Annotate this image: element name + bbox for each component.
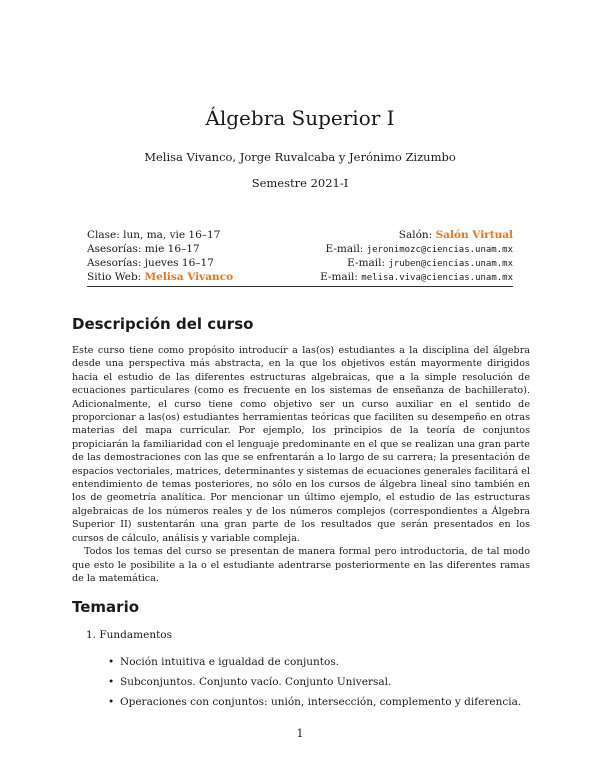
list-item: • Operaciones con conjuntos: unión, intersección, complemento y diferencia.	[108, 695, 521, 715]
email-2	[347, 256, 513, 271]
email-label: E-mail:	[347, 257, 389, 269]
website-label: Sitio Web:	[87, 271, 145, 283]
advising-schedule-1: Asesorías: mie 16–17	[87, 243, 200, 255]
classroom-label: Salón:	[398, 229, 436, 241]
email-label: E-mail:	[325, 243, 367, 255]
advising-schedule-2: Asesorías: jueves 16–17	[87, 257, 214, 269]
email-address-2[interactable]: jruben@ciencias.unam.mx	[388, 259, 513, 269]
virtual-room-link[interactable]: Salón Virtual	[435, 229, 513, 241]
list-item: • Noción intuitiva e igualdad de conjuntos.	[108, 655, 521, 675]
section-heading-descripcion: Descripción del curso	[72, 315, 254, 333]
info-row-1	[87, 228, 513, 242]
list-item: • Subconjuntos. Conjunto vacío. Conjunto Universal.	[108, 675, 521, 695]
authors: Melisa Vivanco, Jorge Ruvalcaba y Jerónimo Zizumbo	[144, 150, 456, 164]
description-paragraph-1: Este curso tiene como propósito introducir a las(os) estudiantes a la disciplina del álgebra desde una perspectiva más abstracta, en la que los objetivos están mayormente dirigidos hacia el estudio de las diferentes estructuras algebraicas, que a la simple resolución de ecuaciones particulares (como es frecuente en los sistemas de enseñanza de bachillerato). Adicionalmente, el curso tiene como objetivo ser un curso auxiliar en el sentido de proporcionar a las(os) estudiantes herramientas teóricas que faciliten su desempeño en otras materias del mapa curricular. Por ejemplo, los principios de la teoría de conjuntos propiciarán la familiaridad con el lenguaje predominante en el que se realizan una gran parte de las demostraciones con las que se enfrentarán a lo largo de su carrera; la presentación de espacios vectoriales, matrices, determinantes y sistemas de ecuaciones generales facilitará el entendimiento de temas posteriores, no sólo en los cursos de álgebra lineal sino también en los de geometría analítica. Por mencionar un último ejemplo, el estudio de las estructuras algebraicas de los números reales y de los números complejos (correspondientes a Álgebra Superior II) sustentarán una gran parte de los resultados que serán presentados en los cursos de cálculo, análisis y variable compleja.	[72, 345, 530, 544]
section-heading-temario: Temario	[72, 598, 140, 616]
page-number: 1	[296, 727, 304, 740]
enumerated-item-1: 1. Fundamentos	[86, 629, 173, 641]
email-1	[325, 242, 513, 257]
classroom	[399, 228, 513, 242]
email-address-3[interactable]: melisa.viva@ciencias.unam.mx	[361, 273, 513, 283]
info-row-3	[87, 256, 513, 270]
email-address-1[interactable]: jeronimozc@ciencias.unam.mx	[366, 245, 513, 255]
horizontal-rule	[87, 286, 513, 287]
description-paragraph-2: Todos los temas del curso se presentan de manera formal pero introductoria, de tal modo que esto le posibilite a la o el estudiante adentrarse posteriormente en las diferentes ramas de la matemática.	[72, 546, 530, 584]
description-body	[72, 344, 530, 585]
info-row-2	[87, 242, 513, 256]
website-link[interactable]: Melisa Vivanco	[144, 271, 234, 283]
semester: Semestre 2021-I	[251, 176, 349, 190]
class-schedule: Clase: lun, ma, vie 16–17	[87, 229, 221, 241]
topic-bullet-list	[108, 655, 521, 715]
course-info-block	[87, 228, 513, 284]
website	[87, 270, 233, 284]
email-3	[320, 270, 513, 285]
document-title: Álgebra Superior I	[205, 106, 395, 130]
info-row-4	[87, 270, 513, 284]
email-label: E-mail:	[320, 271, 362, 283]
